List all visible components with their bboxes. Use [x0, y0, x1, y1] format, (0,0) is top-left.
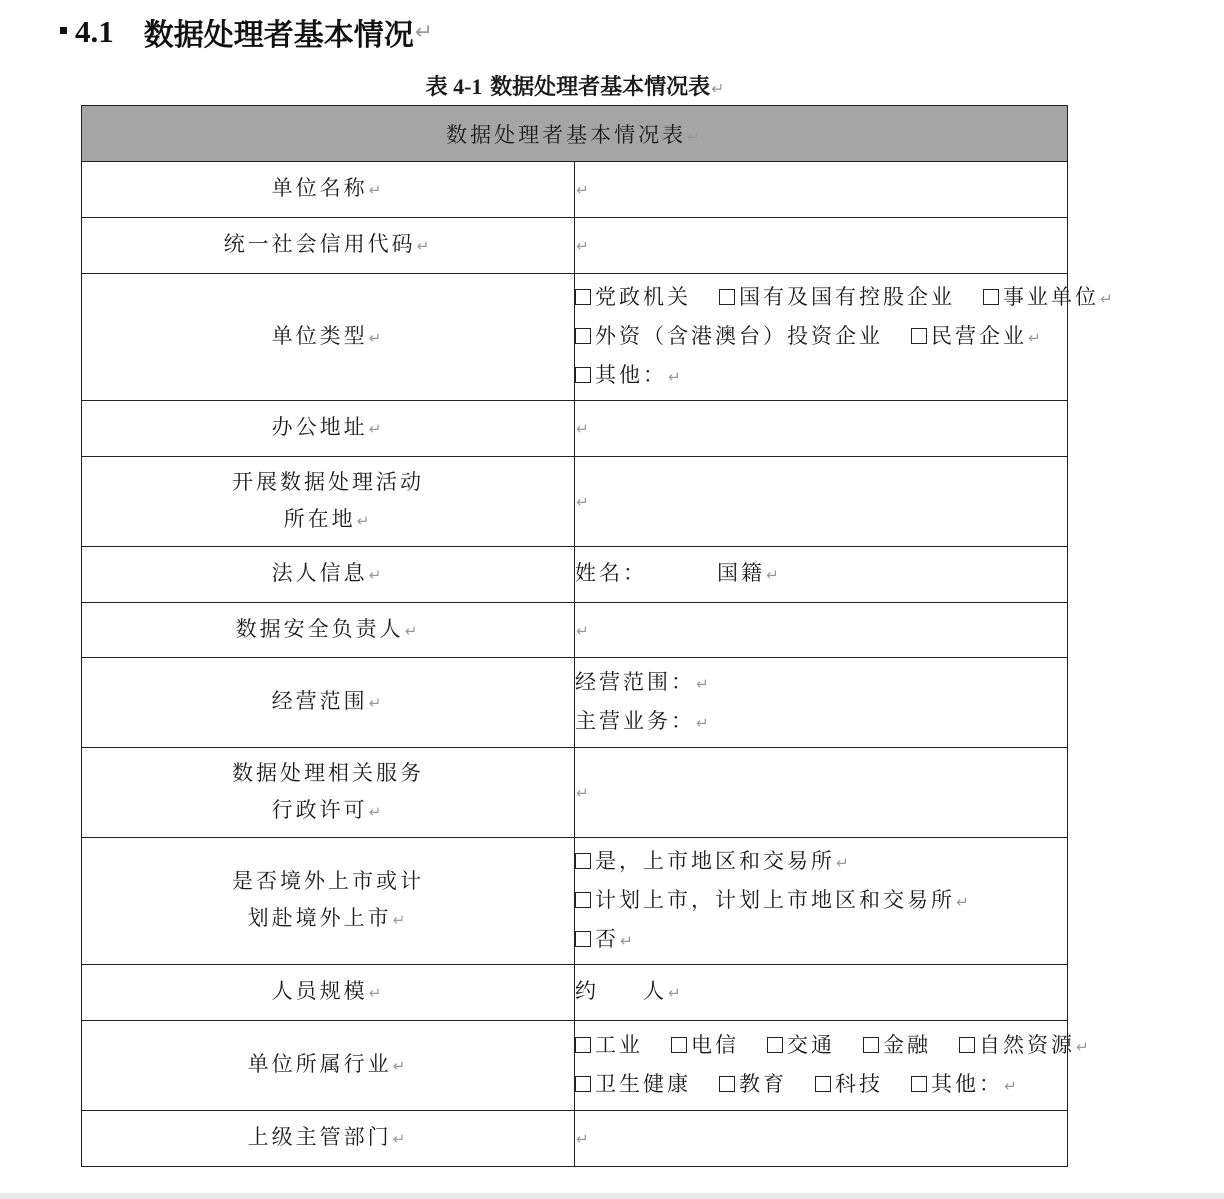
scope-label: 经营范围： [575, 669, 695, 694]
paragraph-mark-icon: ↵ [620, 931, 636, 950]
paragraph-mark-icon: ↵ [404, 621, 421, 640]
security-officer-field[interactable] [575, 603, 1068, 658]
label-cell [82, 658, 575, 748]
paragraph-mark-icon: ↵ [368, 984, 385, 1002]
checkbox-icon[interactable] [575, 1037, 591, 1053]
paragraph-mark-icon: ↵ [416, 237, 433, 255]
checkbox-icon[interactable] [575, 367, 591, 383]
option-label: 卫生健康 [595, 1071, 691, 1096]
option-label: 党政机关 [595, 284, 691, 309]
unit-type-options [575, 274, 1116, 401]
option-label: 其他： [931, 1071, 1003, 1096]
list-bullet-icon [60, 27, 67, 34]
table-row [82, 457, 1068, 547]
checkbox-icon[interactable] [575, 1076, 591, 1092]
paragraph-mark-icon: ↵ [687, 127, 703, 146]
checkbox-icon[interactable] [863, 1037, 879, 1053]
paragraph-mark-icon: ↵ [368, 181, 385, 199]
paragraph-mark-icon: ↵ [766, 566, 782, 584]
table-row [82, 162, 1068, 218]
table-row [82, 274, 1068, 401]
label-cell [82, 748, 575, 838]
processing-location-label: 开展数据处理活动 [232, 469, 424, 494]
checkbox-icon[interactable] [911, 1076, 927, 1092]
office-address-label: 办公地址 [271, 415, 368, 439]
table-row [82, 748, 1068, 838]
checkbox-option[interactable] [575, 1072, 691, 1096]
checkbox-option[interactable] [575, 1033, 643, 1057]
admin-license-field[interactable] [575, 748, 1068, 838]
table-row [82, 547, 1068, 603]
checkbox-option[interactable] [911, 1072, 1003, 1096]
overseas-listing-label-cont: 划赴境外上市 [247, 906, 392, 930]
paragraph-mark-icon: ↵ [392, 911, 409, 929]
option-label: 是，上市地区和交易所 [595, 848, 835, 873]
section-title: 数据处理者基本情况 [143, 18, 414, 53]
checkbox-option[interactable] [575, 849, 835, 873]
label-cell [82, 401, 575, 457]
paragraph-mark-icon: ↵ [392, 1130, 409, 1148]
overseas-listing-options [575, 838, 1068, 965]
option-label: 国有及国有控股企业 [739, 284, 955, 309]
table-caption-title: 数据处理者基本情况表 [490, 74, 711, 100]
checkbox-icon[interactable] [719, 1076, 735, 1092]
checkbox-icon[interactable] [719, 289, 735, 305]
paragraph-mark-icon: ↵ [576, 784, 592, 802]
option-label: 教育 [739, 1071, 787, 1096]
table-row [82, 965, 1068, 1021]
paragraph-mark-icon: ↵ [668, 367, 684, 386]
staff-size-prefix: 约 [575, 979, 599, 1003]
table-row [82, 603, 1068, 658]
checkbox-icon[interactable] [983, 289, 999, 305]
checkbox-icon[interactable] [911, 328, 927, 344]
staff-size-label: 人员规模 [271, 979, 368, 1003]
paragraph-mark-icon: ↵ [1028, 328, 1044, 347]
admin-license-label-cont: 行政许可 [271, 797, 368, 822]
name-label: 姓名： [575, 561, 647, 585]
option-label: 金融 [883, 1032, 931, 1057]
checkbox-icon[interactable] [767, 1037, 783, 1053]
paragraph-mark-icon: ↵ [668, 984, 684, 1002]
supervisor-dept-field[interactable] [575, 1111, 1068, 1167]
paragraph-mark-icon: ↵ [1100, 289, 1116, 308]
office-address-field[interactable] [575, 401, 1068, 457]
table-header-row [82, 106, 1068, 162]
paragraph-mark-icon: ↵ [368, 802, 385, 821]
checkbox-option[interactable] [815, 1072, 883, 1096]
checkbox-icon[interactable] [575, 892, 591, 908]
option-label: 民营企业 [931, 323, 1027, 348]
checkbox-option[interactable] [575, 324, 883, 348]
checkbox-icon[interactable] [671, 1037, 687, 1053]
section-number: 4.1 [75, 14, 114, 49]
section-heading [60, 6, 433, 58]
paragraph-mark-icon: ↵ [576, 237, 592, 255]
option-label: 外资（含港澳台）投资企业 [595, 323, 883, 348]
paragraph-mark-icon: ↵ [576, 621, 592, 640]
processing-location-label-cont: 所在地 [283, 506, 356, 531]
paragraph-mark-icon: ↵ [576, 493, 592, 511]
label-cell [82, 965, 575, 1021]
option-label: 电信 [691, 1032, 739, 1057]
table-row [82, 401, 1068, 457]
checkbox-icon[interactable] [575, 931, 591, 947]
table-header-cell [82, 106, 1068, 162]
label-cell [82, 547, 575, 603]
checkbox-option[interactable] [863, 1033, 931, 1057]
table-row [82, 1111, 1068, 1167]
checkbox-option[interactable] [575, 363, 667, 387]
paragraph-mark-icon: ↵ [392, 1057, 409, 1075]
checkbox-option[interactable] [983, 285, 1099, 309]
option-label: 工业 [595, 1032, 643, 1057]
info-table [81, 105, 1116, 1167]
paragraph-mark-icon: ↵ [696, 674, 712, 693]
checkbox-option[interactable] [911, 324, 1027, 348]
paragraph-mark-icon: ↵ [368, 420, 385, 438]
checkbox-option[interactable] [959, 1033, 1075, 1057]
label-cell [82, 162, 575, 218]
table-caption [0, 70, 1150, 104]
legal-person-field[interactable] [575, 547, 1068, 603]
paragraph-mark-icon: ↵ [696, 713, 712, 732]
checkbox-option[interactable] [671, 1033, 739, 1057]
business-scope-label: 经营范围 [271, 689, 368, 713]
label-cell [82, 457, 575, 547]
staff-size-field[interactable] [575, 965, 1068, 1021]
checkbox-icon[interactable] [815, 1076, 831, 1092]
label-cell [82, 218, 575, 274]
unit-name-label: 单位名称 [271, 176, 368, 200]
paragraph-mark-icon: ↵ [414, 19, 433, 45]
option-label: 事业单位 [1003, 284, 1099, 309]
table-row [82, 218, 1068, 274]
option-label: 计划上市，计划上市地区和交易所 [595, 887, 955, 912]
security-officer-label: 数据安全负责人 [235, 616, 404, 641]
table-header-text: 数据处理者基本情况表 [446, 122, 687, 147]
legal-person-label: 法人信息 [271, 561, 368, 585]
paragraph-mark-icon: ↵ [576, 1130, 592, 1148]
overseas-listing-label: 是否境外上市或计 [232, 869, 424, 893]
label-cell [82, 1021, 575, 1111]
table-row [82, 658, 1068, 748]
option-label: 否 [595, 926, 619, 951]
paragraph-mark-icon: ↵ [576, 181, 592, 199]
unit-type-label: 单位类型 [271, 323, 368, 348]
checkbox-option[interactable] [575, 927, 619, 951]
paragraph-mark-icon: ↵ [368, 694, 385, 712]
industry-label: 单位所属行业 [247, 1052, 392, 1076]
paragraph-mark-icon: ↵ [576, 420, 592, 438]
page-bottom-edge [0, 1193, 1224, 1199]
option-label: 其他： [595, 362, 667, 387]
checkbox-option[interactable] [767, 1033, 835, 1057]
label-cell [82, 1111, 575, 1167]
checkbox-option[interactable] [575, 888, 955, 912]
checkbox-icon[interactable] [575, 289, 591, 305]
processing-location-field[interactable] [575, 457, 1068, 547]
label-cell [82, 274, 575, 401]
nationality-label: 国籍 [717, 561, 765, 585]
business-scope-field[interactable] [575, 658, 1068, 748]
checkbox-option[interactable] [719, 285, 955, 309]
paragraph-mark-icon: ↵ [368, 328, 385, 347]
checkbox-option[interactable] [575, 285, 691, 309]
staff-size-suffix: 人 [643, 979, 667, 1003]
label-cell [82, 838, 575, 965]
table-caption-number: 表 4-1 [425, 74, 483, 99]
paragraph-mark-icon: ↵ [1076, 1037, 1092, 1056]
industry-options [575, 1021, 1092, 1111]
checkbox-icon[interactable] [575, 853, 591, 869]
checkbox-icon[interactable] [959, 1037, 975, 1053]
main-business-label: 主营业务： [575, 708, 695, 733]
table-row [82, 838, 1068, 965]
paragraph-mark-icon: ↵ [711, 79, 725, 98]
paragraph-mark-icon: ↵ [956, 892, 972, 911]
credit-code-field[interactable] [575, 218, 1068, 274]
credit-code-label: 统一社会信用代码 [223, 232, 416, 256]
paragraph-mark-icon: ↵ [1004, 1076, 1020, 1095]
option-label: 自然资源 [979, 1032, 1075, 1057]
label-cell [82, 603, 575, 658]
option-label: 交通 [787, 1032, 835, 1057]
unit-name-field[interactable] [575, 162, 1068, 218]
paragraph-mark-icon: ↵ [368, 566, 385, 584]
checkbox-icon[interactable] [575, 328, 591, 344]
option-label: 科技 [835, 1071, 883, 1096]
checkbox-option[interactable] [719, 1072, 787, 1096]
supervisor-dept-label: 上级主管部门 [247, 1125, 392, 1149]
paragraph-mark-icon: ↵ [356, 511, 373, 530]
admin-license-label: 数据处理相关服务 [232, 760, 424, 785]
table-row [82, 1021, 1068, 1111]
paragraph-mark-icon: ↵ [836, 853, 852, 872]
